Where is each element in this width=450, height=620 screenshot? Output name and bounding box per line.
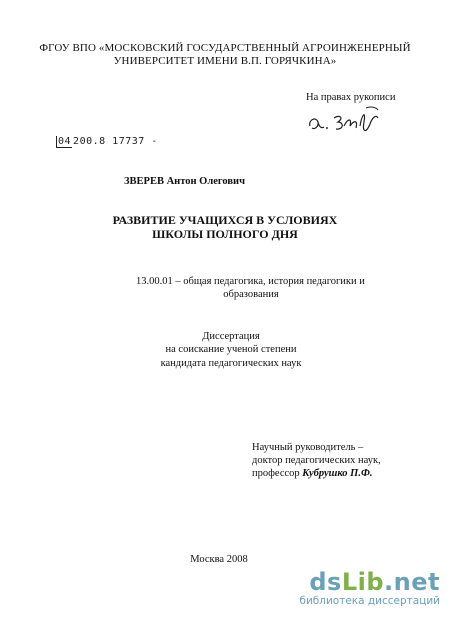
author-name: ЗВЕРЕВ Антон Олегович: [124, 176, 246, 187]
specialty-line-2: образования: [223, 289, 279, 300]
stamp-number: 200.8 17737: [73, 136, 145, 147]
place-and-year: Москва 2008: [190, 554, 248, 565]
dslib-watermark: [299, 570, 440, 608]
supervisor-line-1: Научный руководитель –: [252, 442, 364, 453]
dslib-logo: dsLib.net: [309, 568, 440, 596]
organization-line-1: ФГОУ ВПО «МОСКОВСКИЙ ГОСУДАРСТВЕННЫЙ АГРОИНЖЕНЕРНЫЙ: [39, 42, 411, 54]
dslib-subtitle: библиотека диссертаций: [299, 595, 440, 607]
organization-line-2: УНИВЕРСИТЕТ ИМЕНИ В.П. ГОРЯЧКИНА»: [113, 55, 337, 67]
degree-line-1: Диссертация: [202, 331, 260, 342]
stamp-prefix: 04: [58, 136, 72, 147]
degree-line-3: кандидата педагогических наук: [160, 358, 302, 369]
library-stamp: 04 200.8 17737 -: [58, 136, 158, 147]
title-line-2: ШКОЛЫ ПОЛНОГО ДНЯ: [152, 227, 298, 241]
handwritten-signature: [306, 104, 386, 138]
supervisor-line-2: доктор педагогических наук,: [252, 455, 381, 466]
title-line-1: РАЗВИТИЕ УЧАЩИХСЯ В УСЛОВИЯХ: [112, 213, 338, 227]
supervisor-title: профессор: [252, 468, 303, 479]
supervisor-line-3: [252, 468, 373, 480]
manuscript-note: На правах рукописи: [306, 92, 396, 103]
specialty-line-1: 13.00.01 – общая педагогика, история педагогики и: [136, 276, 365, 287]
supervisor-name: Кубрушко П.Ф.: [302, 468, 373, 479]
degree-line-2: на соискание ученой степени: [165, 344, 297, 355]
